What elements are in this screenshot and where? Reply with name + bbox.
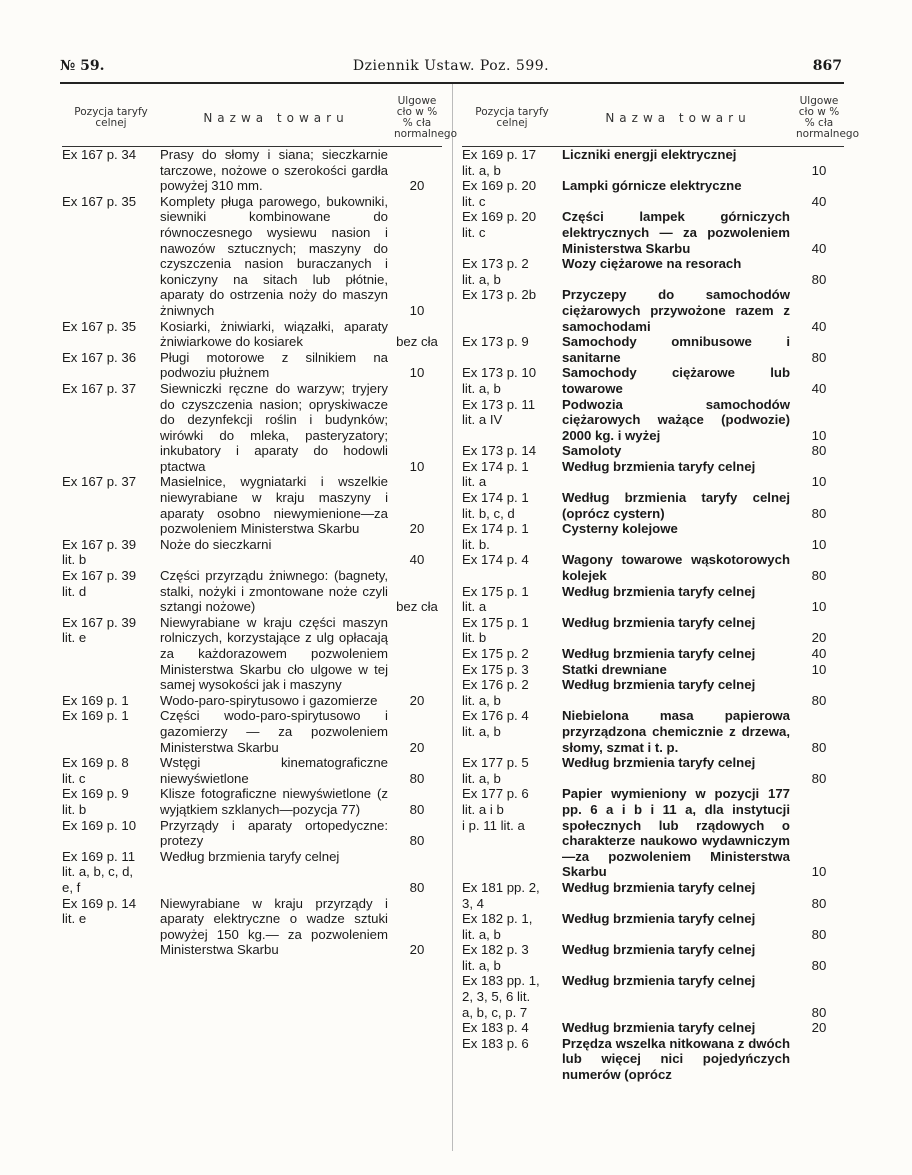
goods-name: Według brzmienia taryfy celnej bbox=[562, 942, 756, 958]
tariff-position: Ex 167 p. 34 bbox=[62, 147, 137, 162]
reduced-duty-rate: 10 bbox=[409, 458, 425, 474]
tariff-position: Ex 169 p. 14 lit. e bbox=[62, 895, 137, 927]
goods-name: Siewniczki ręczne do warzyw; tryjery do czyszczenia nasion; opryskiwacze do dezynfekcji roślin i budynków; wirówki do mleka, pasteryzatory; inkubatory i aparaty do hodowli ptactwa bbox=[160, 380, 388, 474]
goods-name: Według brzmienia taryfy celnej bbox=[562, 911, 756, 927]
reduced-duty-rate: 20 bbox=[409, 692, 425, 708]
goods-name: Według brzmienia taryfy celnej bbox=[562, 614, 756, 630]
table-row bbox=[462, 973, 844, 1020]
reduced-duty-rate: 10 bbox=[409, 365, 425, 381]
header-position: Pozycja taryfy celnej bbox=[462, 90, 562, 147]
goods-name: Samoloty bbox=[562, 443, 622, 459]
reduced-duty-rate: 10 bbox=[811, 427, 827, 443]
table-row bbox=[462, 1020, 844, 1036]
goods-name: Podwozia samochodów ciężarowych ważące (podwozie) 2000 kg. i wyżej bbox=[562, 396, 790, 443]
goods-name: Klisze fotograficzne niewyświetlone (z wyjątkiem szklanych—pozycja 77) bbox=[160, 786, 388, 817]
table-row bbox=[462, 287, 844, 334]
table-header bbox=[462, 90, 844, 147]
reduced-duty-rate: 80 bbox=[811, 739, 827, 755]
tariff-position: Ex 173 p. 9 bbox=[462, 334, 529, 350]
reduced-duty-rate: 10 bbox=[811, 162, 827, 178]
tariff-position: Ex 183 p. 6 bbox=[462, 1035, 529, 1051]
tariff-position: Ex 169 p. 8 lit. c bbox=[62, 755, 129, 786]
table-row bbox=[462, 459, 844, 490]
reduced-duty-rate: 10 bbox=[811, 661, 827, 677]
table-row bbox=[462, 147, 844, 179]
table-row bbox=[462, 677, 844, 708]
tariff-position: Ex 173 p. 2b bbox=[462, 287, 537, 303]
table-row bbox=[62, 474, 442, 536]
reduced-duty-rate: 80 bbox=[811, 895, 827, 911]
table-row bbox=[62, 896, 442, 958]
left-column bbox=[62, 90, 457, 958]
tariff-position: Ex 169 p. 20 lit. c bbox=[462, 209, 537, 240]
right-column bbox=[462, 90, 859, 1083]
goods-name: Przyrządy i aparaty ortopedyczne: protezy bbox=[160, 817, 388, 849]
tariff-position: Ex 177 p. 5 lit. a, b bbox=[462, 755, 529, 786]
table-row bbox=[462, 521, 844, 552]
reduced-duty-rate: 40 bbox=[409, 552, 425, 568]
table-row bbox=[62, 615, 442, 693]
table-row bbox=[462, 397, 844, 444]
table-row bbox=[462, 490, 844, 521]
tariff-position: Ex 174 p. 1 lit. a bbox=[462, 458, 529, 490]
reduced-duty-rate: 40 bbox=[811, 318, 827, 334]
goods-name: Części wodo-paro-spirytusowo i gazomierzy — za pozwoleniem Ministerstwa Skarbu bbox=[160, 708, 388, 755]
reduced-duty-rate: 80 bbox=[409, 770, 425, 786]
tariff-position: Ex 167 p. 39 lit. b bbox=[62, 536, 137, 568]
table-header bbox=[62, 90, 442, 147]
reduced-duty-rate: 80 bbox=[811, 957, 827, 973]
tariff-position: Ex 169 p. 17 lit. a, b bbox=[462, 147, 537, 178]
table-row bbox=[462, 615, 844, 646]
goods-name: Niewyrabiane w kraju części maszyn rolniczych, korzystające z ulg opłacają za każdorazowem pozwoleniem Ministerstwa Skarbu cło ulgowe w tej samej wysokości jak i maszyny bbox=[160, 614, 388, 693]
journal-title: Dziennik Ustaw. Poz. 599. bbox=[352, 58, 550, 74]
goods-name: Według brzmienia taryfy celnej bbox=[562, 1020, 756, 1036]
goods-name: Według brzmienia taryfy celnej (oprócz cystern) bbox=[562, 490, 790, 521]
goods-name: Samochody ciężarowe lub towarowe bbox=[562, 365, 790, 396]
tariff-position: Ex 174 p. 1 lit. b. bbox=[462, 521, 529, 552]
goods-name: Pługi motorowe z silnikiem na podwoziu płużnem bbox=[160, 349, 388, 381]
table-row bbox=[462, 209, 844, 256]
right-rows bbox=[462, 147, 844, 1083]
tariff-position: Ex 169 p. 1 bbox=[62, 692, 129, 708]
tariff-position: Ex 169 p. 11 lit. a, b, c, d, e, f bbox=[62, 848, 136, 895]
goods-name: Niewyrabiane w kraju przyrządy i aparaty elektryczne o wadze sztuki powyżej 150 kg.— za pozwoleniem Ministerstwa Skarbu bbox=[160, 895, 388, 958]
table-row bbox=[62, 381, 442, 475]
reduced-duty-rate: 20 bbox=[409, 521, 425, 537]
table-row bbox=[62, 786, 442, 817]
reduced-duty-rate: bez cła bbox=[396, 599, 438, 615]
table-row bbox=[62, 194, 442, 319]
goods-name: Przyczepy do samochodów ciężarowych przywożone razem z samochodami bbox=[562, 287, 790, 334]
table-row bbox=[62, 708, 442, 755]
reduced-duty-rate: 10 bbox=[811, 474, 827, 490]
reduced-duty-rate: 40 bbox=[811, 646, 827, 661]
reduced-duty-rate: 20 bbox=[409, 178, 425, 194]
reduced-duty-rate: 10 bbox=[811, 599, 827, 615]
reduced-duty-rate: 80 bbox=[811, 770, 827, 786]
table-row bbox=[462, 365, 844, 396]
tariff-position: Ex 173 p. 2 lit. a, b bbox=[462, 256, 529, 287]
table-row bbox=[462, 942, 844, 973]
reduced-duty-rate: 80 bbox=[409, 801, 425, 817]
goods-name: Liczniki energji elektrycznej bbox=[562, 147, 737, 162]
page-header bbox=[60, 56, 842, 76]
tariff-position: Ex 175 p. 1 lit. b bbox=[462, 614, 529, 646]
header-name: Nazwa towaru bbox=[160, 90, 392, 147]
goods-name: Masielnice, wygniatarki i wszelkie niewyrabiane w kraju maszyny i aparaty osobno niewymienione—za pozwoleniem Ministerstwa Skarbu bbox=[160, 474, 388, 537]
reduced-duty-rate: 80 bbox=[811, 692, 827, 708]
tariff-position: Ex 173 p. 10 lit. a, b bbox=[462, 365, 537, 396]
tariff-position: Ex 173 p. 11 lit. a IV bbox=[462, 396, 536, 428]
goods-name: Kosiarki, żniwiarki, wiązałki, aparaty żniwiarkowe do kosiarek bbox=[160, 318, 388, 350]
tariff-position: Ex 174 p. 1 lit. b, c, d bbox=[462, 490, 529, 521]
tariff-position: Ex 169 p. 9 lit. b bbox=[62, 786, 129, 817]
header-position: Pozycja taryfy celnej bbox=[62, 90, 160, 147]
tariff-position: Ex 169 p. 20 lit. c bbox=[462, 178, 537, 209]
goods-name: Cysterny kolejowe bbox=[562, 521, 678, 537]
tariff-position: Ex 173 p. 14 bbox=[462, 443, 537, 459]
reduced-duty-rate: 10 bbox=[811, 864, 827, 880]
goods-name: Według brzmienia taryfy celnej bbox=[562, 677, 756, 693]
tariff-position: Ex 167 p. 36 bbox=[62, 349, 137, 365]
reduced-duty-rate: 40 bbox=[811, 193, 827, 209]
goods-name: Wagony towarowe wąskotorowych kolejek bbox=[562, 552, 790, 584]
tariff-position: Ex 177 p. 6 lit. a i b i p. 11 lit. a bbox=[462, 786, 529, 833]
header-rate: Ulgowe cło w % % cła normalnego bbox=[392, 90, 442, 147]
goods-name: Noże do sieczkarni bbox=[160, 536, 272, 552]
tariff-position: Ex 183 p. 4 bbox=[462, 1020, 529, 1036]
tariff-position: Ex 167 p. 37 bbox=[62, 474, 137, 490]
reduced-duty-rate: 40 bbox=[811, 380, 827, 396]
reduced-duty-rate bbox=[392, 615, 442, 693]
table-row bbox=[62, 849, 442, 896]
header-name: Nazwa towaru bbox=[562, 90, 794, 147]
tariff-position: Ex 167 p. 37 bbox=[62, 380, 137, 396]
goods-name: Komplety pługa parowego, bukowniki, siewniki kombinowane do równoczesnego wysiewu nasion i nawozów sztucznych; maszyny do czyszczenia nasion buraczanych i koniczyny na sitach lub płótnie, aparaty do ostrzenia noży do maszyn żniwnych bbox=[160, 193, 388, 318]
reduced-duty-rate: 10 bbox=[409, 302, 425, 318]
reduced-duty-rate: 80 bbox=[811, 926, 827, 942]
table-row bbox=[462, 911, 844, 942]
goods-name: Papier wymieniony w pozycji 177 pp. 6 a i b i 11 a, dla instytucji społecznych lub rządowych o charakterze naukowo wydawniczym—za pozwoleniem Ministerstwa Skarbu bbox=[562, 786, 790, 880]
goods-name: Według brzmienia taryfy celnej bbox=[562, 879, 756, 895]
reduced-duty-rate: bez cła bbox=[396, 334, 438, 350]
table-row bbox=[462, 662, 844, 678]
goods-name: Części przyrządu żniwnego: (bagnety, stalki, nożyki i zmontowane noże czyli sztangi nożowe) bbox=[160, 568, 388, 615]
tariff-position: Ex 176 p. 2 lit. a, b bbox=[462, 677, 529, 708]
table-row bbox=[62, 350, 442, 381]
reduced-duty-rate: 40 bbox=[811, 240, 827, 256]
reduced-duty-rate: 80 bbox=[409, 833, 425, 849]
header-rate: Ulgowe cło w % % cła normalnego bbox=[794, 90, 844, 147]
goods-name: Niebielona masa papierowa przyrządzona chemicznie z drzewa, słomy, szmat i t. p. bbox=[562, 708, 790, 755]
reduced-duty-rate: 80 bbox=[811, 443, 827, 459]
table-row bbox=[462, 1036, 844, 1083]
table-row bbox=[62, 568, 442, 615]
tariff-position: Ex 182 p. 1, lit. a, b bbox=[462, 911, 533, 942]
goods-name: Według brzmienia taryfy celnej bbox=[562, 458, 756, 474]
tariff-table-right bbox=[462, 90, 859, 1083]
reduced-duty-rate: 80 bbox=[811, 349, 827, 365]
table-row bbox=[462, 755, 844, 786]
table-row bbox=[462, 880, 844, 911]
goods-name: Wozy ciężarowe na resorach bbox=[562, 256, 742, 272]
tariff-position: Ex 174 p. 4 bbox=[462, 552, 529, 568]
reduced-duty-rate: 20 bbox=[409, 739, 425, 755]
reduced-duty-rate: 80 bbox=[409, 879, 425, 895]
reduced-duty-rate: 80 bbox=[811, 568, 827, 584]
goods-name: Wstęgi kinematograficzne niewyświetlone bbox=[160, 755, 388, 786]
column-divider bbox=[452, 84, 453, 1151]
table-row bbox=[462, 708, 844, 755]
tariff-table-left bbox=[62, 90, 457, 958]
table-row bbox=[62, 537, 442, 568]
tariff-position: Ex 167 p. 35 bbox=[62, 318, 137, 334]
table-row bbox=[462, 334, 844, 365]
tariff-position: Ex 176 p. 4 lit. a, b bbox=[462, 708, 529, 739]
table-row bbox=[462, 256, 844, 287]
goods-name: Prasy do słomy i siana; sieczkarnie tarczowe, nożowe o szerokości gardła powyżej 310 mm. bbox=[160, 147, 388, 194]
reduced-duty-rate: 80 bbox=[811, 271, 827, 287]
reduced-duty-rate: 80 bbox=[811, 505, 827, 521]
goods-name: Wodo-paro-spirytusowo i gazomierze bbox=[160, 692, 378, 708]
tariff-position: Ex 181 pp. 2, 3, 4 bbox=[462, 879, 540, 911]
table-row bbox=[462, 786, 844, 880]
goods-name: Przędza wszelka nitkowana z dwóch lub więcej nici pojedyńczych numerów (oprócz bbox=[562, 1035, 790, 1083]
reduced-duty-rate: 80 bbox=[811, 1004, 827, 1020]
table-row bbox=[62, 319, 442, 350]
reduced-duty-rate bbox=[794, 1036, 844, 1083]
table-row bbox=[62, 755, 442, 786]
issue-number: № 59. bbox=[60, 58, 105, 74]
reduced-duty-rate: 20 bbox=[811, 630, 827, 646]
goods-name: Według brzmienia taryfy celnej bbox=[562, 973, 756, 989]
reduced-duty-rate: 10 bbox=[811, 536, 827, 552]
left-rows bbox=[62, 147, 442, 958]
goods-name: Części lampek górniczych elektrycznych — za pozwoleniem Ministerstwa Skarbu bbox=[562, 209, 790, 256]
table-row bbox=[62, 693, 442, 709]
tariff-position: Ex 175 p. 3 bbox=[462, 661, 529, 677]
table-row bbox=[462, 584, 844, 615]
tariff-position: Ex 167 p. 39 lit. e bbox=[62, 614, 137, 646]
goods-name: Według brzmienia taryfy celnej bbox=[562, 646, 756, 661]
reduced-duty-rate: 20 bbox=[811, 1020, 827, 1036]
reduced-duty-rate: 20 bbox=[409, 942, 425, 958]
tariff-position: Ex 169 p. 1 bbox=[62, 708, 129, 724]
tariff-position: Ex 167 p. 35 bbox=[62, 193, 137, 209]
table-row bbox=[62, 147, 442, 194]
table-row bbox=[62, 818, 442, 849]
tariff-position: Ex 167 p. 39 lit. d bbox=[62, 568, 137, 599]
table-row bbox=[462, 646, 844, 662]
goods-name: Samochody omnibusowe i sanitarne bbox=[562, 334, 790, 365]
goods-name: Według brzmienia taryfy celnej bbox=[160, 848, 340, 864]
page-number: 867 bbox=[812, 58, 842, 74]
goods-name: Lampki górnicze elektryczne bbox=[562, 178, 742, 194]
goods-name: Statki drewniane bbox=[562, 661, 667, 677]
table-row bbox=[462, 552, 844, 583]
tariff-position: Ex 169 p. 10 bbox=[62, 817, 137, 833]
goods-name: Według brzmienia taryfy celnej bbox=[562, 583, 756, 599]
table-row bbox=[462, 443, 844, 459]
tariff-position: Ex 175 p. 1 lit. a bbox=[462, 583, 529, 615]
table-row bbox=[462, 178, 844, 209]
tariff-position: Ex 175 p. 2 bbox=[462, 646, 529, 661]
tariff-position: Ex 183 pp. 1, 2, 3, 5, 6 lit. a, b, c, p. 7 bbox=[462, 973, 540, 1020]
goods-name: Według brzmienia taryfy celnej bbox=[562, 755, 756, 771]
tariff-position: Ex 182 p. 3 lit. a, b bbox=[462, 942, 529, 973]
